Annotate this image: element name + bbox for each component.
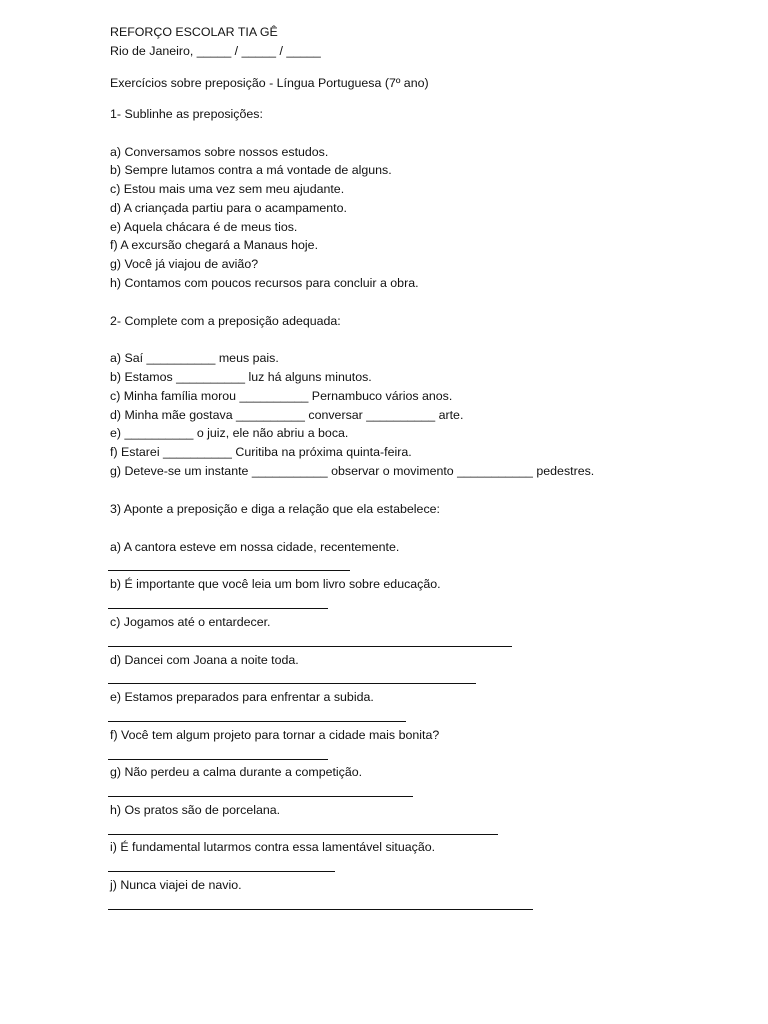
school-name: REFORÇO ESCOLAR TIA GÊ <box>110 25 278 39</box>
place-date-line: Rio de Janeiro, _____ / _____ / _____ <box>110 44 321 58</box>
q2-item: d) Minha mãe gostava __________ conversar __________ arte. <box>110 408 464 422</box>
q2-item: f) Estarei __________ Curitiba na próxima quinta-feira. <box>110 445 412 459</box>
q3-item: h) Os pratos são de porcelana. <box>110 803 281 817</box>
q1-title: 1- Sublinhe as preposições: <box>110 107 263 121</box>
q1-item: c) Estou mais uma vez sem meu ajudante. <box>110 182 345 196</box>
q3-item: g) Não perdeu a calma durante a competição. <box>110 765 363 779</box>
q3-item: f) Você tem algum projeto para tornar a cidade mais bonita? <box>110 728 440 742</box>
q1-item: b) Sempre lutamos contra a má vontade de alguns. <box>110 163 392 177</box>
answer-line <box>108 909 533 910</box>
q3-item: i) É fundamental lutarmos contra essa lamentável situação. <box>110 840 436 854</box>
q3-item: d) Dancei com Joana a noite toda. <box>110 653 299 667</box>
q2-item: c) Minha família morou __________ Pernambuco vários anos. <box>110 389 453 403</box>
q1-item: g) Você já viajou de avião? <box>110 257 259 271</box>
answer-line <box>108 608 328 609</box>
q1-item: f) A excursão chegará a Manaus hoje. <box>110 238 319 252</box>
q1-item: e) Aquela chácara é de meus tios. <box>110 220 298 234</box>
q1-item: d) A criançada partiu para o acampamento. <box>110 201 347 215</box>
answer-line <box>108 721 406 722</box>
answer-line <box>108 646 512 647</box>
q3-item: a) A cantora esteve em nossa cidade, recentemente. <box>110 540 400 554</box>
q3-item: b) É importante que você leia um bom livro sobre educação. <box>110 577 441 591</box>
q3-item: c) Jogamos até o entardecer. <box>110 615 271 629</box>
q2-item: a) Saí __________ meus pais. <box>110 351 279 365</box>
answer-line <box>108 759 328 760</box>
q3-title: 3) Aponte a preposição e diga a relação que ela estabelece: <box>110 502 440 516</box>
q3-item: j) Nunca viajei de navio. <box>110 878 242 892</box>
q2-item: e) __________ o juiz, ele não abriu a boca. <box>110 426 349 440</box>
q1-item: h) Contamos com poucos recursos para concluir a obra. <box>110 276 419 290</box>
q2-item: b) Estamos __________ luz há alguns minutos. <box>110 370 372 384</box>
answer-line <box>108 570 350 571</box>
answer-line <box>108 796 413 797</box>
worksheet-subject: Exercícios sobre preposição - Língua Portuguesa (7º ano) <box>110 76 429 90</box>
answer-line <box>108 683 476 684</box>
q1-item: a) Conversamos sobre nossos estudos. <box>110 145 329 159</box>
q2-title: 2- Complete com a preposição adequada: <box>110 314 341 328</box>
q2-item: g) Deteve-se um instante ___________ observar o movimento ___________ pedestres. <box>110 464 595 478</box>
answer-line <box>108 834 498 835</box>
q3-item: e) Estamos preparados para enfrentar a subida. <box>110 690 374 704</box>
answer-line <box>108 871 335 872</box>
